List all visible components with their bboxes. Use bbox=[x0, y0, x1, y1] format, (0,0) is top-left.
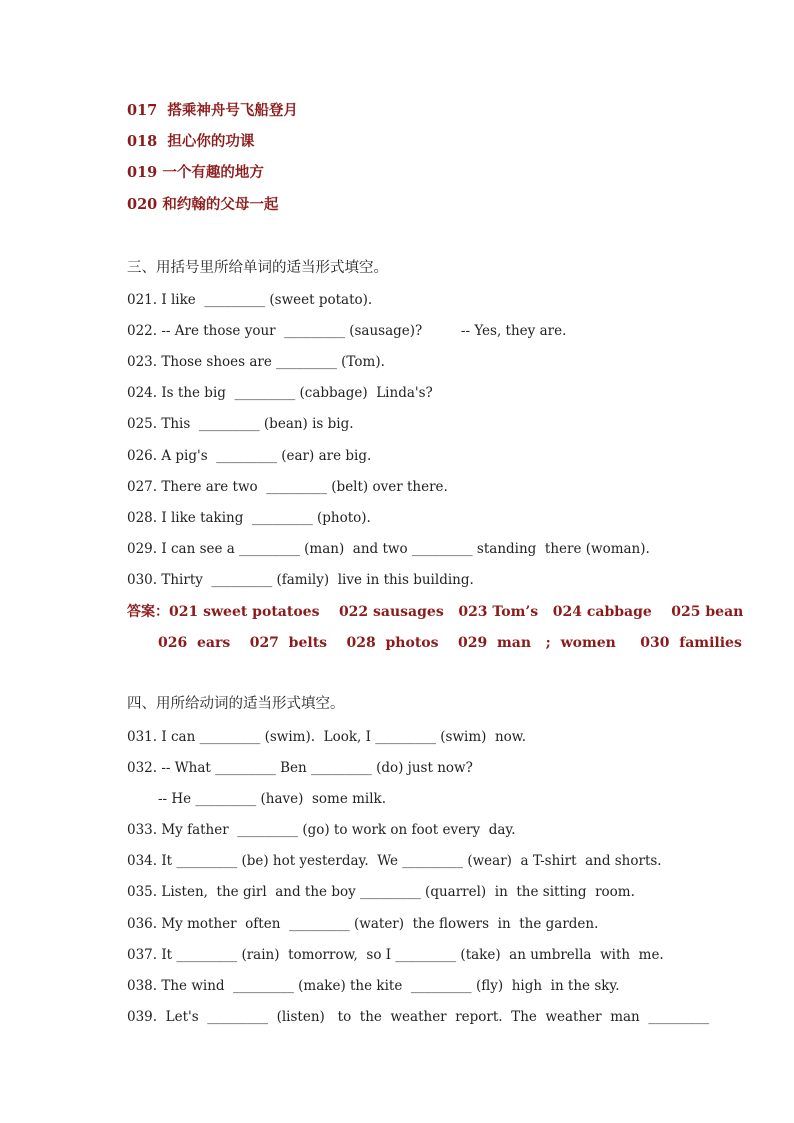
phrase-017: 017 搭乘神舟号飞船登月 bbox=[127, 102, 298, 119]
answer-line-1: 答案：021 sweet potatoes 022 sausages 023 Tom’s 024 cabbage 025 bean bbox=[127, 604, 744, 620]
exercise-035: 035. Listen, the girl and the boy _________ (quarrel) in the sitting room. bbox=[127, 884, 635, 900]
section4-heading: 四、用所给动词的适当形式填空。 bbox=[127, 696, 345, 712]
exercise-036: 036. My mother often _________ (water) the flowers in the garden. bbox=[127, 916, 599, 932]
phrase-018: 018 担心你的功课 bbox=[127, 133, 255, 150]
exercise-034: 034. It _________ (be) hot yesterday. We _________ (wear) a T-shirt and shorts. bbox=[127, 853, 662, 869]
phrase-019: 019 一个有趣的地方 bbox=[127, 164, 264, 181]
section3-heading: 三、用括号里所给单词的适当形式填空。 bbox=[127, 260, 388, 276]
exercise-027: 027. There are two _________ (belt) over there. bbox=[127, 479, 448, 495]
answer-line-2: 026 ears 027 belts 028 photos 029 man ; women 030 families bbox=[158, 635, 742, 651]
exercise-032: 032. -- What _________ Ben _________ (do) just now? bbox=[127, 760, 473, 776]
exercise-028: 028. I like taking _________ (photo). bbox=[127, 510, 371, 526]
exercise-026: 026. A pig's _________ (ear) are big. bbox=[127, 448, 372, 464]
exercise-033: 033. My father _________ (go) to work on foot every day. bbox=[127, 822, 516, 838]
exercise-038: 038. The wind _________ (make) the kite _________ (fly) high in the sky. bbox=[127, 978, 620, 994]
exercise-023: 023. Those shoes are _________ (Tom). bbox=[127, 354, 385, 370]
phrase-020: 020 和约翰的父母一起 bbox=[127, 196, 279, 213]
exercise-022: 022. -- Are those your _________ (sausage)? -- Yes, they are. bbox=[127, 323, 567, 339]
exercise-031: 031. I can _________ (swim). Look, I _________ (swim) now. bbox=[127, 729, 527, 745]
exercise-029: 029. I can see a _________ (man) and two _________ standing there (woman). bbox=[127, 541, 650, 557]
exercise-030: 030. Thirty _________ (family) live in this building. bbox=[127, 572, 474, 588]
exercise-021: 021. I like _________ (sweet potato). bbox=[127, 292, 373, 308]
exercise-032-response: -- He _________ (have) some milk. bbox=[158, 791, 387, 807]
exercise-037: 037. It _________ (rain) tomorrow, so I _________ (take) an umbrella with me. bbox=[127, 947, 664, 963]
exercise-024: 024. Is the big _________ (cabbage) Linda's? bbox=[127, 385, 433, 401]
exercise-039: 039. Let's _________ (listen) to the weather report. The weather man _________ bbox=[127, 1009, 710, 1025]
exercise-025: 025. This _________ (bean) is big. bbox=[127, 416, 354, 432]
